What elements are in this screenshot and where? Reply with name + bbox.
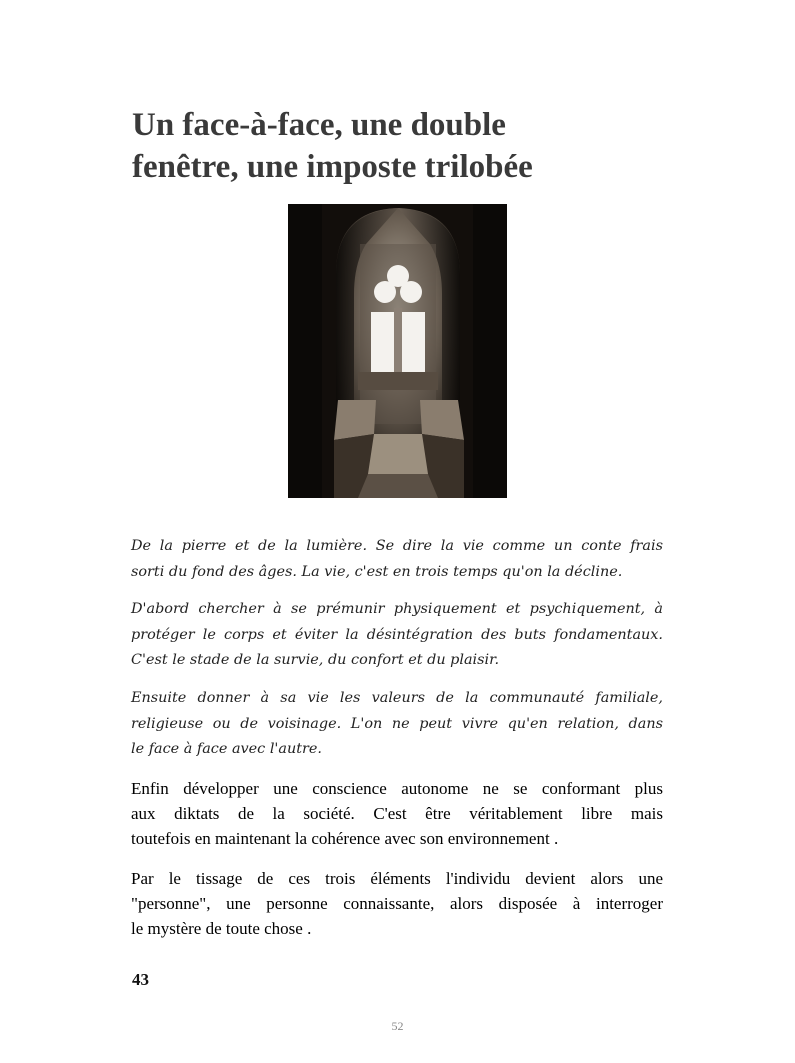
paragraph-5 (131, 866, 663, 941)
text-line: sorti du fond des âges. La vie, c'est en trois temps qu'on la décline. (131, 563, 623, 580)
chapter-number: 43 (132, 970, 149, 989)
text-line: aux diktats de la société. C'est être véritablement libre mais (131, 804, 663, 823)
text-line: toutefois en maintenant la cohérence avec son environnement . (131, 829, 559, 848)
title-line: Un face-à-face, une double (132, 107, 506, 143)
text-line: C'est le stade de la survie, du confort et du plaisir. (131, 652, 500, 668)
text-line: Ensuite donner à sa vie les valeurs de la communauté familiale, (131, 690, 663, 706)
text-line: De la pierre et de la lumière. Se dire la vie comme un conte frais (131, 538, 663, 554)
text-line: "personne", une personne connaissante, alors disposée à interroger (131, 894, 663, 913)
text-line: protéger le corps et éviter la désintégration des buts fondamentaux. (131, 626, 663, 643)
text-line: le face à face avec l'autre. (131, 741, 322, 757)
text-line: religieuse ou de voisinage. L'on ne peut vivre qu'en relation, dans (131, 715, 663, 732)
paragraph-3 (131, 686, 663, 763)
paragraph-1 (131, 534, 663, 585)
text-line: Par le tissage de ces trois éléments l'individu devient alors une (131, 869, 663, 888)
paragraph-4 (131, 776, 663, 851)
window-photo (288, 204, 507, 498)
text-line: le mystère de toute chose . (131, 919, 312, 938)
text-line: Enfin développer une conscience autonome ne se conformant plus (131, 779, 663, 798)
page-number: 52 (391, 1019, 404, 1033)
text-line: D'abord chercher à se prémunir physiquement et psychiquement, à (131, 601, 663, 617)
paragraph-2 (131, 597, 663, 674)
title-line: fenêtre, une imposte trilobée (132, 149, 533, 185)
page-title (132, 104, 692, 188)
